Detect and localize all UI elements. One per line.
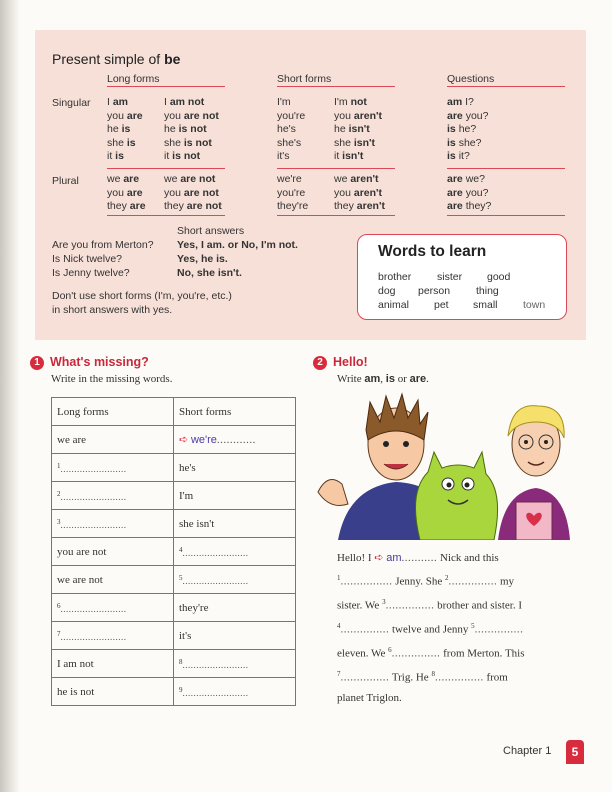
example-answer-cell [174,426,296,454]
exercise1-instruction: Write in the missing words. [51,373,173,385]
short-answer-answer: No, she isn't. [177,267,242,279]
singular-short-negative [334,96,382,164]
form-entry: it is not [164,150,201,163]
header-questions: Questions [447,73,565,87]
short-answer-question: Are you from Merton? [52,239,154,251]
form-entry: are you? [447,186,489,199]
answer-blank[interactable]: $^4$........................ [174,538,296,566]
form-entry: it isn't [334,150,364,163]
given-form: we are not [52,566,174,594]
form-entry: they aren't [334,200,385,213]
table-header: Long forms [52,398,174,426]
given-form: he's [174,454,296,482]
form-entry: I am [107,96,129,108]
form-entry: she is not [164,136,212,149]
answer-dots: ............ [216,434,256,446]
page-number: 5 [566,740,584,764]
divider [447,168,565,169]
form-entry: you are not [164,186,219,199]
short-answers-heading: Short answers [177,225,245,237]
word: town [523,299,546,311]
header-short-forms: Short forms [277,73,395,87]
answer-blank[interactable]: $^2$........................ [52,482,174,510]
form-entry: he isn't [334,123,370,136]
form-entry: they're [277,200,309,213]
table-row [52,678,296,706]
plural-short-negative [334,173,385,214]
plural-long-positive [107,173,146,214]
word: sister [437,271,463,283]
short-answer-questions [52,238,154,280]
divider [277,168,395,169]
table-row [52,510,296,538]
exercise-number-badge: 2 [313,356,327,370]
words-to-learn-title: Words to learn [378,243,487,260]
words-to-learn-box [357,234,567,320]
arrow-icon: ➪ [179,434,189,446]
form-entry: they are not [164,200,222,213]
word: animal [378,299,409,311]
singular-long-positive [107,96,143,164]
short-forms-note [52,289,232,317]
word: person [418,285,451,297]
form-entry: it's [277,150,290,163]
form-entry: he is [107,123,131,136]
table-row [52,622,296,650]
header-long-forms: Long forms [107,73,225,87]
form-entry: you are [107,186,143,199]
form-entry: you're [277,186,306,199]
exercise1-title: What's missing? [50,355,149,369]
word: thing [476,285,499,297]
form-entry: we aren't [334,173,379,185]
form-entry: you are [107,109,143,122]
form-entry: it is [107,150,124,163]
example-answer: we're [190,434,217,446]
given-form: they're [174,594,296,622]
singular-short-positive [277,96,305,164]
plural-questions [447,173,491,214]
divider [107,168,225,169]
form-entry: they are [107,200,146,213]
form-entry: he is not [164,123,207,136]
divider [107,215,225,216]
form-entry: are you? [447,109,489,122]
grammar-title: Present simple of be [52,51,181,67]
form-entry: he's [277,123,296,136]
exercise2-instruction: Write am, is or are. [337,373,429,385]
word: brother [378,271,412,283]
short-answer-answer: Yes, I am. or No, I'm not. [177,239,298,251]
exercise-number-badge: 1 [30,356,44,370]
word: small [473,299,498,311]
answer-blank[interactable]: $^5$........................ [174,566,296,594]
form-entry: you aren't [334,186,383,199]
form-entry: am I? [447,96,474,108]
form-entry: is she? [447,136,482,149]
table-row [52,482,296,510]
arrow-icon: ➪ [374,552,384,564]
answer-blank[interactable]: $^3$........................ [52,510,174,538]
divider [447,215,565,216]
form-entry: she is [107,136,136,149]
exercise2-title: Hello! [333,355,368,369]
form-entry: we're [277,173,302,185]
form-entry: we are [107,173,140,185]
short-answer-question: Is Nick twelve? [52,253,123,265]
form-entry: is it? [447,150,470,163]
form-entry: are they? [447,200,492,213]
short-answer-answer: Yes, he is. [177,253,228,265]
word: dog [378,285,396,297]
table-row [52,650,296,678]
form-entry: you are not [164,109,219,122]
table-row [52,426,296,454]
form-entry: is he? [447,123,477,136]
answer-blank[interactable]: $^1$........................ [52,454,174,482]
example-answer: am [386,552,402,564]
singular-label: Singular [52,97,91,109]
cartoon-illustration [308,392,576,540]
given-form: you are not [52,538,174,566]
form-entry: she's [277,136,302,149]
word: pet [434,299,449,311]
given-form: she isn't [174,510,296,538]
form-entry: you aren't [334,109,383,122]
short-answer-question: Is Jenny twelve? [52,267,130,279]
plural-short-positive [277,173,308,214]
form-entry: are we? [447,173,485,185]
word: good [487,271,511,283]
plural-long-negative [164,173,222,214]
answer-blank[interactable]: $^7$........................ [52,622,174,650]
singular-questions [447,96,488,164]
exercise2-paragraph: Hello! I ➪ am........... Nick and this $^1$................ Jenny. She $^2$............... my sister. We $^3$............... brother and sister. I $^4$............... twelve and Jenny $^5$............... eleven. We $^6$............... from Merton. This $^7$............... Trig. He $^8$............... from planet Triglon. [337,552,525,704]
chapter-label: Chapter 1 [503,745,552,757]
missing-words-table [51,397,296,706]
given-form: it's [174,622,296,650]
table-header-row [52,398,296,426]
form-entry: we are not [164,173,216,185]
form-entry: you're [277,109,306,122]
example-long-form: we are [52,426,174,454]
table-header: Short forms [174,398,296,426]
form-entry: I'm [277,96,291,108]
divider [277,215,395,216]
plural-label: Plural [52,175,79,187]
singular-long-negative [164,96,219,164]
note-line: Don't use short forms (I'm, you're, etc.) [52,290,232,302]
given-form: I'm [174,482,296,510]
page-gutter-shadow [0,0,20,792]
given-form: he is not [52,678,174,706]
table-row [52,566,296,594]
form-entry: I'm not [334,96,367,108]
table-row [52,454,296,482]
answer-blank[interactable]: $^6$........................ [52,594,174,622]
short-answer-answers [177,238,298,280]
form-entry: she isn't [334,136,376,149]
table-row [52,538,296,566]
form-entry: I am not [164,96,205,108]
note-line: in short answers with yes. [52,304,173,316]
given-form: I am not [52,650,174,678]
answer-blank[interactable]: $^8$........................ [174,650,296,678]
table-row [52,594,296,622]
answer-blank[interactable]: $^9$........................ [174,678,296,706]
